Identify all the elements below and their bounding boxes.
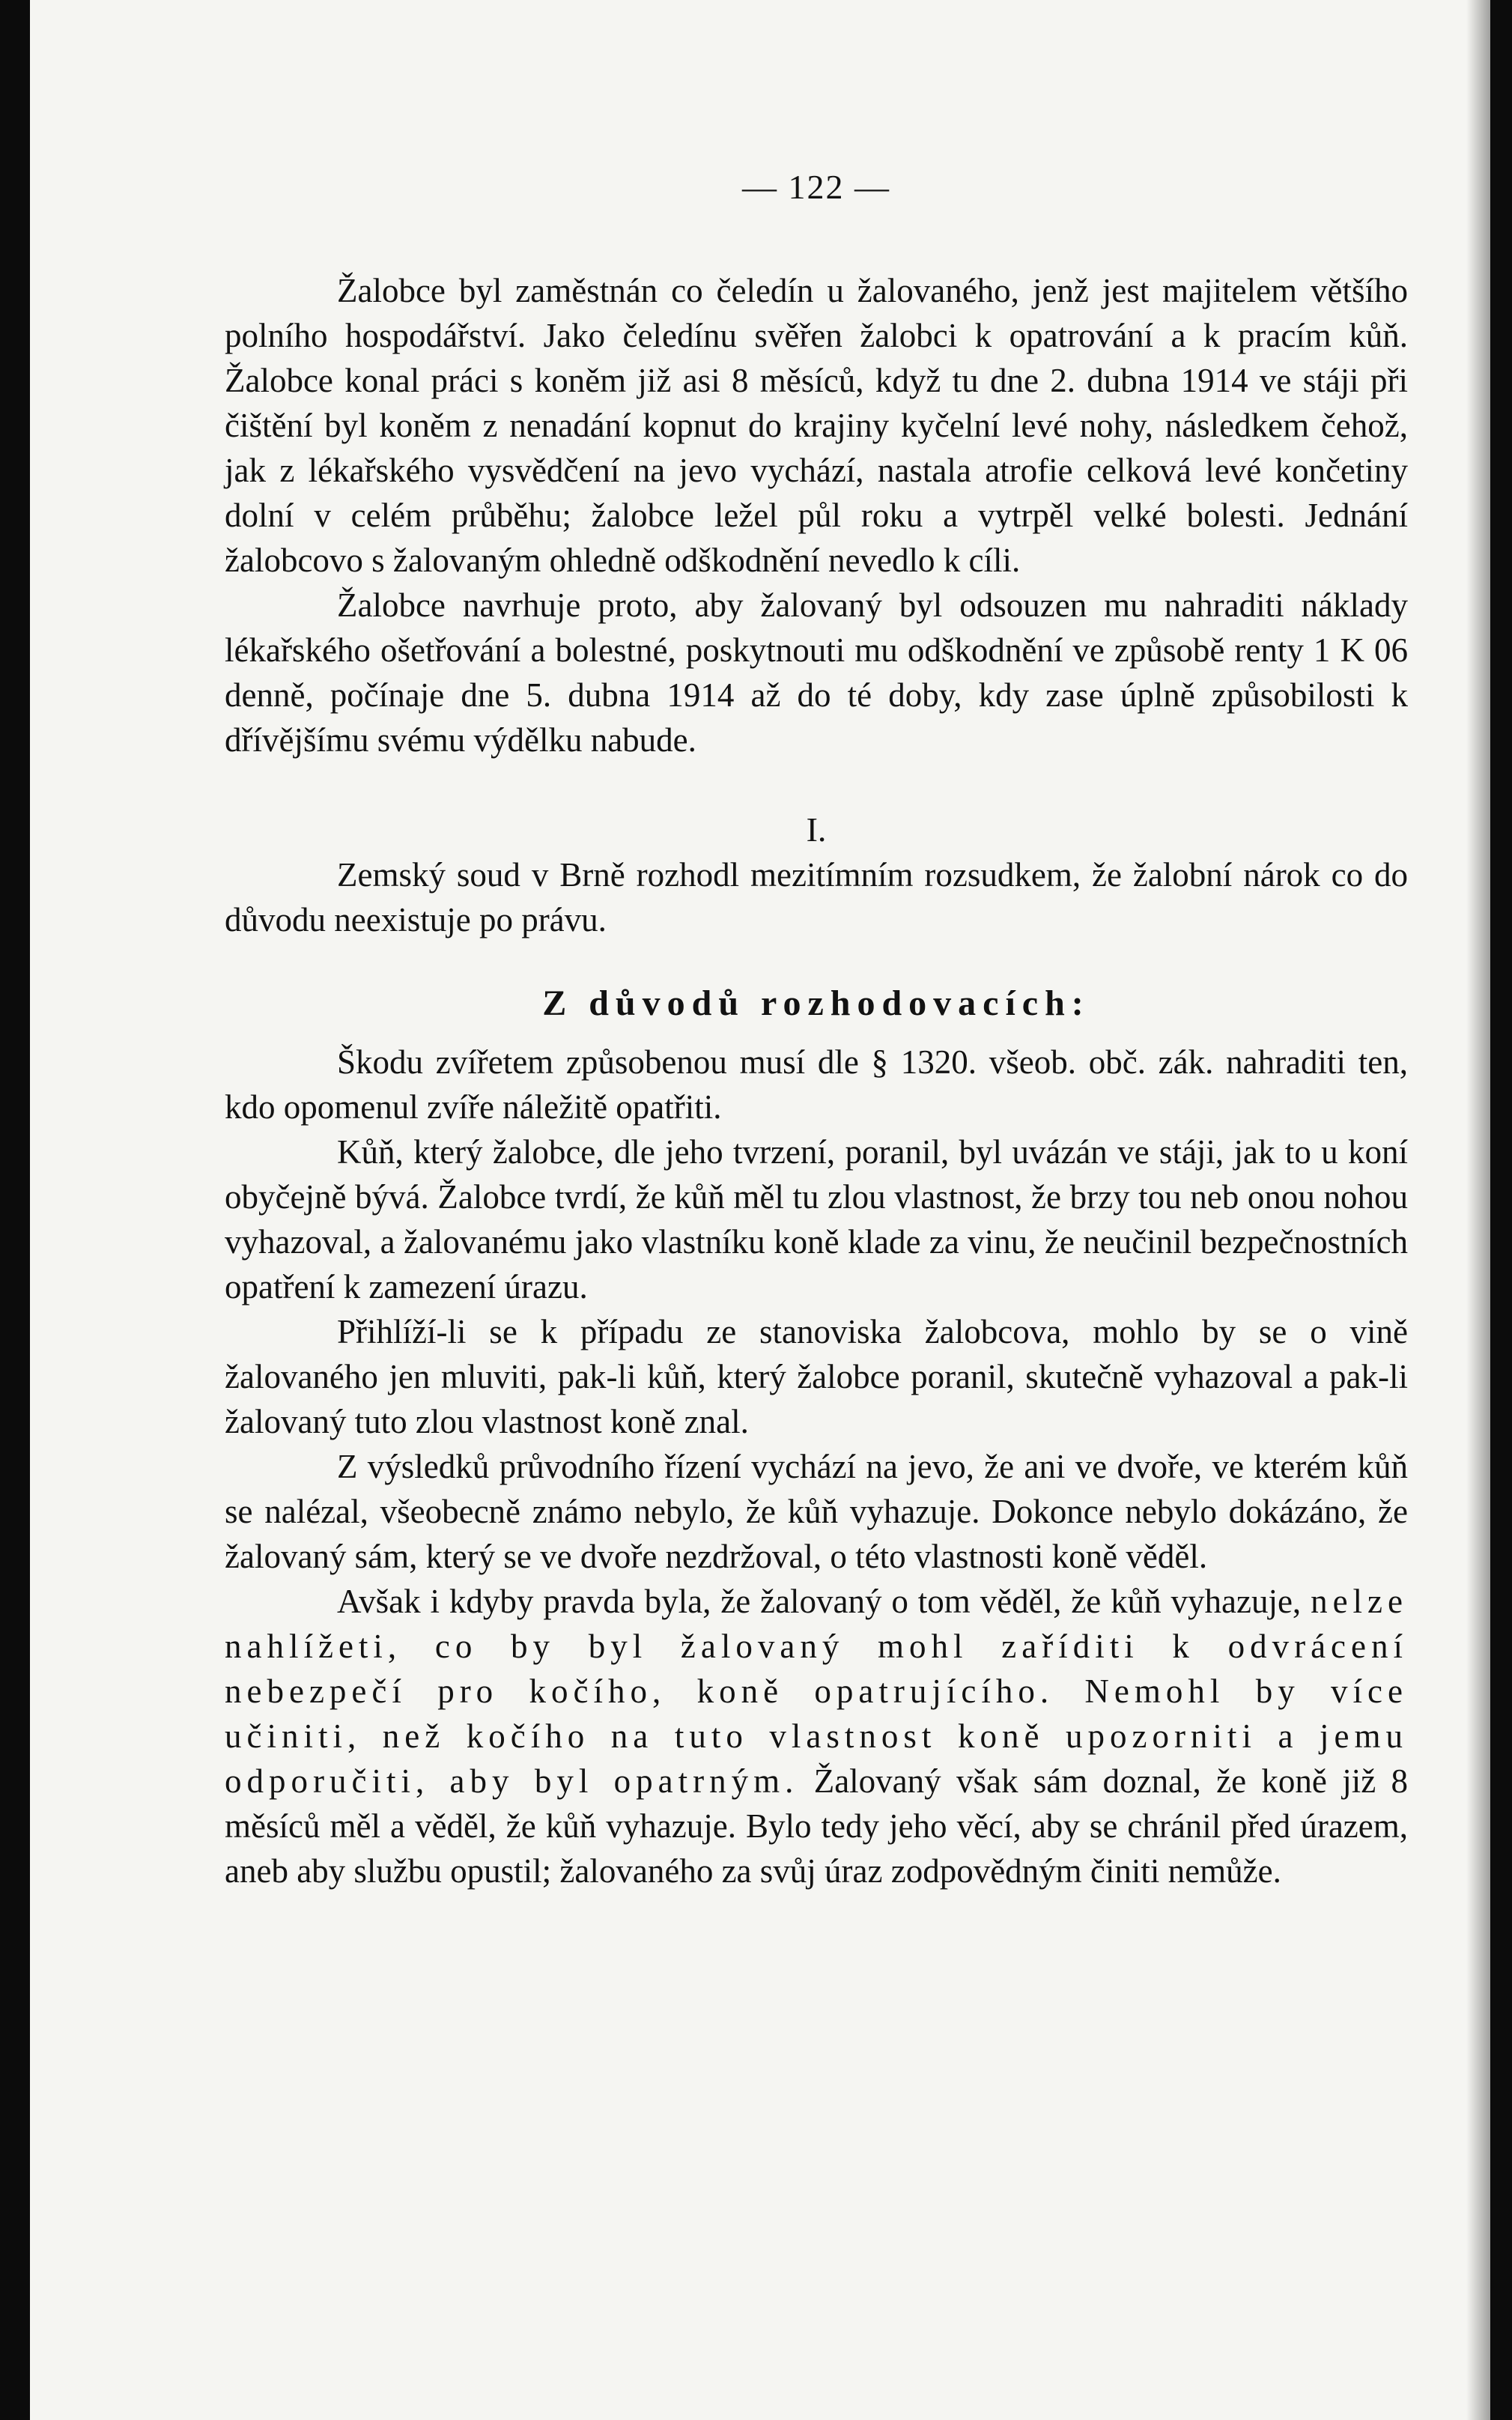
paragraph-8-end: Žalovaný však sám doznal, že koně již 8 měsíců měl a věděl, že kůň vyhazuje. Bylo tedy jeho věcí, aby se chránil před úrazem, aneb aby službu opustil; žalovaného za svůj úraz zodpovědným činiti nemůže. — [225, 1762, 1408, 1890]
section-number: I. — [806, 810, 827, 849]
paragraph-7: Z výsledků průvodního řízení vychází na jevo, že ani ve dvoře, ve kterém kůň se nalézal, všeobecně známo nebylo, že kůň vyhazuje. Dokonce nebylo dokázáno, že žalovaný sám, který se ve dvoře nezdržoval, o této vlastnosti koně věděl. — [225, 1448, 1408, 1575]
paragraph-8 — [225, 1579, 1408, 1893]
paragraph-6: Přihlíží-li se k případu ze stanoviska žalobcova, mohlo by se o vině žalovaného jen mluviti, pak-li kůň, který žalobce poranil, skutečně vyhazoval a pak-li žalovaný tuto zlou vlastnost koně znal. — [225, 1313, 1408, 1440]
document-page — [30, 0, 1490, 2420]
page-edge-shadow — [1466, 0, 1490, 2420]
paragraph-4: Škodu zvířetem způsobenou musí dle § 1320. všeob. obč. zák. nahraditi ten, kdo opomenul zvíře náležitě opatřiti. — [225, 1043, 1408, 1126]
paragraph-1: Žalobce byl zaměstnán co čeledín u žalovaného, jenž jest majitelem většího polního hospodářství. Jako čeledínu svěřen žalobci k opatrování a k pracím kůň. Žalobce konal práci s koněm již asi 8 měsíců, když tu dne 2. dubna 1914 ve stáji při čištění byl koněm z nenadání kopnut do krajiny kyčelní levé nohy, následkem čehož, jak z lékařského vysvědčení na jevo vychází, nastala atrofie celková levé končetiny dolní v celém průběhu; žalobce ležel půl roku a vytrpěl velké bolesti. Jednání žalobcovo s žalovaným ohledně odškodnění nevedlo k cíli. — [225, 272, 1408, 579]
paragraph-2: Žalobce navrhuje proto, aby žalovaný byl odsouzen mu nahraditi náklady lékařského ošetřování a bolestné, poskytnouti mu odškodnění ve způsobě renty 1 K 06 denně, počínaje dne 5. dubna 1914 až do té doby, kdy zase úplně způsobilosti k dřívějšímu svému výdělku nabude. — [225, 586, 1408, 759]
paragraph-8-spaced-emphasis: nelze nahlížeti, co by byl žalovaný mohl zaříditi k odvrácení nebezpečí pro kočího, koně opatrujícího. Nemohl by více učiniti, než kočího na tuto vlastnost koně upozorniti a jemu odporučiti, aby byl opatrným. — [225, 1583, 1408, 1800]
paragraph-5: Kůň, který žalobce, dle jeho tvrzení, poranil, byl uvázán ve stáji, jak to u koní obyčejně bývá. Žalobce tvrdí, že kůň měl tu zlou vlastnost, že brzy tou neb onou nohou vyhazoval, a žalovanému jako vlastníku koně klade za vinu, že neučinil bezpečnostních opatření k zamezení úrazu. — [225, 1133, 1408, 1305]
page-text — [225, 165, 1408, 1893]
paragraph-8-start: Avšak i kdyby pravda byla, že žalovaný o tom věděl, že kůň vyhazuje, — [337, 1583, 1311, 1620]
paragraph-3: Zemský soud v Brně rozhodl mezitímním rozsudkem, že žalobní nárok co do důvodu neexistuje po právu. — [225, 856, 1408, 938]
page-number: — 122 — — [742, 168, 890, 206]
section-heading: Z důvodů rozhodovacích: — [542, 983, 1090, 1023]
